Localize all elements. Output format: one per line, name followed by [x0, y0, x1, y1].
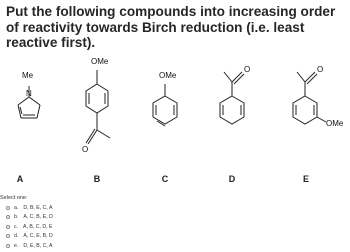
- option-e[interactable]: [0, 241, 53, 251]
- compound-b-o-label: O: [82, 145, 89, 154]
- answer-options: [0, 203, 53, 251]
- compound-c-ome-label: OMe: [159, 71, 177, 80]
- compound-e-o-label: O: [317, 65, 324, 74]
- compound-e-ome-label: OMe: [326, 119, 344, 128]
- option-text: A, C, B, E, D: [23, 214, 53, 221]
- radio-button[interactable]: [6, 225, 10, 229]
- radio-button[interactable]: [6, 206, 10, 210]
- compound-a-me-label: Me: [22, 71, 34, 80]
- option-letter: e.: [14, 242, 19, 249]
- compound-d-o-label: O: [244, 65, 251, 74]
- compound-b-label: B: [93, 174, 101, 184]
- radio-button[interactable]: [6, 234, 10, 238]
- compound-c-structure: [153, 84, 177, 126]
- option-letter: b.: [14, 214, 19, 221]
- compound-d-label: D: [228, 174, 236, 184]
- option-d[interactable]: [0, 232, 53, 242]
- compound-b-structure: [86, 70, 110, 144]
- radio-button[interactable]: [6, 215, 10, 219]
- option-c[interactable]: [0, 222, 53, 232]
- compound-b-ome-label: OMe: [91, 57, 109, 66]
- option-text: D, B, E, C, A: [23, 204, 53, 211]
- select-one-prompt: Select one:: [0, 195, 28, 201]
- option-letter: c.: [14, 223, 19, 230]
- option-letter: a.: [14, 204, 19, 211]
- question-text: Put the following compounds into increasing order of reactivity towards Birch reduction (i.e. least reactive first).: [6, 4, 336, 50]
- option-letter: d.: [14, 233, 19, 240]
- compound-e-structure: [293, 72, 326, 124]
- radio-button[interactable]: [6, 244, 10, 248]
- compound-a-n-label: N: [26, 89, 32, 98]
- option-a[interactable]: [0, 203, 53, 213]
- compound-d-structure: [220, 72, 244, 124]
- option-text: A, C, E, B, D: [23, 233, 53, 240]
- option-text: A, B, C, D, E: [23, 223, 53, 230]
- compound-c-label: C: [161, 174, 169, 184]
- compound-e-label: E: [302, 174, 309, 184]
- option-text: D, E, B, C, A: [23, 242, 53, 249]
- option-b[interactable]: [0, 213, 53, 223]
- compound-a-label: A: [16, 174, 24, 184]
